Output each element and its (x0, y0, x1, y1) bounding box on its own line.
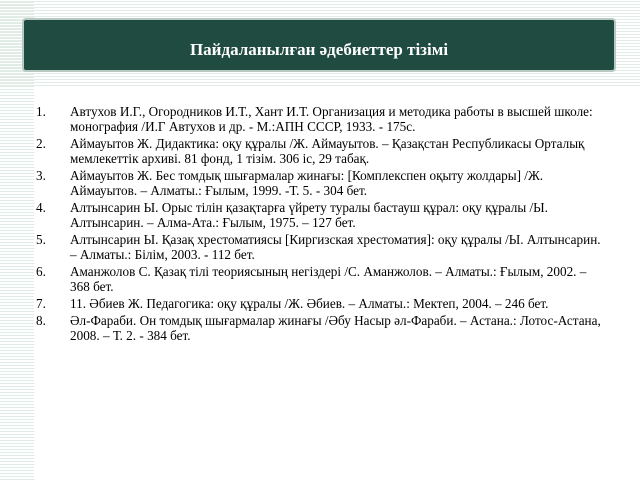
item-text: Аманжолов С. Қазақ тілі теориясының негіздері /С. Аманжолов. – Алматы.: Ғылым, 2002. – 368 бет. (70, 264, 587, 294)
item-text: Әл-Фараби. Он томдық шығармалар жинағы /Әбу Насыр әл-Фараби. – Астана.: Лотос-Астана, 2008. – Т. 2. - 384 бет. (70, 313, 601, 343)
item-text: 11. Әбиев Ж. Педагогика: оқу құралы /Ж. Әбиев. – Алматы.: Мектеп, 2004. – 246 бет. (70, 296, 549, 311)
item-number: 3. (36, 168, 46, 183)
item-text: Автухов И.Г., Огородников И.Т., Хант И.Т. Организация и методика работы в высшей школе: монография /И.Г Автухов и др. - М.:АПН СССР, 1933. - 175с. (70, 104, 593, 134)
list-item (36, 168, 606, 198)
list-item (36, 136, 606, 166)
item-text: Аймауытов Ж. Бес томдық шығармалар жинағы: [Комплекспен оқыту жолдары] /Ж. Аймауытов. – Алматы.: Ғылым, 1999. -Т. 5. - 304 бет. (70, 168, 544, 198)
list-item (36, 104, 606, 134)
item-text: Алтынсарин Ы. Қазақ хрестоматиясы [Киргизская хрестоматия]: оқу құралы /Ы. Алтынсарин. – Алматы.: Білім, 2003. - 112 бет. (70, 232, 601, 262)
title-bar (22, 18, 616, 72)
list-item (36, 296, 606, 311)
list-item (36, 232, 606, 262)
item-number: 6. (36, 264, 46, 279)
item-number: 5. (36, 232, 46, 247)
item-text: Аймауытов Ж. Дидактика: оқу құралы /Ж. Аймауытов. – Қазақстан Республикасы Орталық мемлекеттік архиві. 81 фонд, 1 тізім. 306 іс, 29 табақ. (70, 136, 585, 166)
item-number: 8. (36, 313, 46, 328)
left-decorative-stripe (0, 0, 34, 480)
list-item (36, 313, 606, 343)
item-number: 1. (36, 104, 46, 119)
list-item (36, 200, 606, 230)
list-item (36, 264, 606, 294)
item-text: Алтынсарин Ы. Орыс тілін қазақтарға үйрету туралы бастауш құрал: оқу құралы /Ы. Алтынсарин. – Алма-Ата.: Ғылым, 1975. – 127 бет. (70, 200, 548, 230)
slide-title: Пайдаланылған әдебиеттер тізімі (189, 40, 449, 59)
item-number: 2. (36, 136, 46, 151)
reference-list (36, 104, 606, 345)
item-number: 4. (36, 200, 46, 215)
item-number: 7. (36, 296, 46, 311)
